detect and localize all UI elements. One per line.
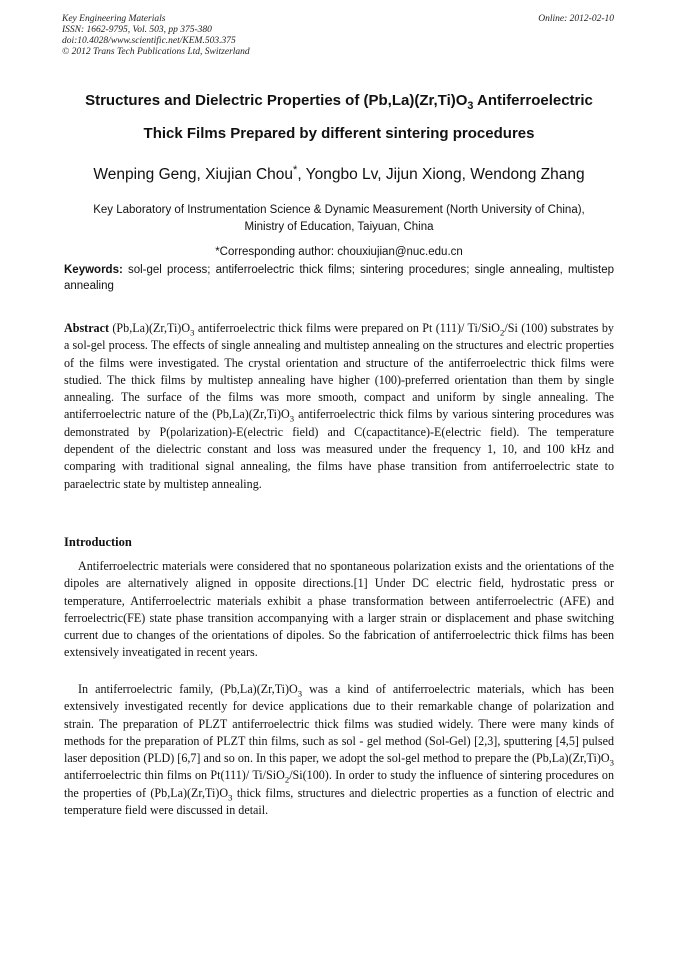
- paper-title-line-1: Structures and Dielectric Properties of $(Pb,La)(Zr,Ti)O_3$ Antiferroelectric: [85, 92, 593, 112]
- affiliation-line-1: Key Laboratory of Instrumentation Science & Dynamic Measurement (North University of China),: [93, 204, 585, 216]
- corresponding-mark: *: [293, 163, 298, 176]
- affiliation-line-2: Ministry of Education, Taiyuan, China: [244, 221, 434, 233]
- issn-line: ISSN: 1662-9795, Vol. 503, pp 375-380: [62, 25, 212, 35]
- keywords: [64, 262, 614, 294]
- abstract-label: Abstract: [64, 321, 110, 335]
- copyright-line: © 2012 Trans Tech Publications Ltd, Switzerland: [62, 47, 250, 57]
- keywords-label: Keywords:: [64, 264, 123, 276]
- intro-paragraph-1: Antiferroelectric materials were considered that no spontaneous polarization exists and the orientations of the dipoles are alternatively aligned in opposite directions.[1] Under DC electric field, hydrostatic press or temperature, Antiferroelectric materials exhibit a phase transformation between antiferroelectric (AFE) and ferroelectric(FE) state phase transition accompanying with a larger strain or displacement and phase switching current due to changes of the orientations of dipoles. So the fabrication of antiferroelectric thick films has been extensively inveatigated in recent years.: [64, 559, 614, 660]
- section-heading-introduction: Introduction: [64, 535, 132, 549]
- paper-title-line-2: Thick Films Prepared by different sintering procedures: [143, 125, 535, 142]
- corresponding-author: *Corresponding author: chouxiujian@nuc.edu.cn: [215, 246, 463, 258]
- keywords-text: sol-gel process; antiferroelectric thick films; sintering procedures; single annealing, multistep annealing: [64, 264, 614, 292]
- intro-paragraph-2: In antiferroelectric family, $(Pb,La)(Zr,Ti)O_3$ was a kind of antiferroelectric materials, which has been extensively investigated recently for device applications due to their remarkable change of polarization and strain. The preparation of PLZT antiferroelectric thick films was studied widely. There were many kinds of methods for the preparation of PLZT thin films, such as sol - gel method (Sol-Gel) [2,3], sputtering [4,5] pulsed laser deposition (PLD) [6,7] and so on. In this paper, we adopt the sol-gel method to prepare the $(Pb,La)(Zr,Ti)O_3$ antiferroelectric thin films on Pt(111)/ Ti/SiO$_2$/Si(100). In order to study the influence of sintering procedures on the properties of $(Pb,La)(Zr,Ti)O_3$ thick films, structures and dielectric properties as a function of electric and temperature field were discussed in detail.: [64, 682, 614, 818]
- journal-name: Key Engineering Materials: [62, 14, 166, 24]
- abstract: Abstract $(Pb,La)(Zr,Ti)O_3$ antiferroelectric thick films were prepared on Pt (111)/ Ti/SiO$_2$/Si (100) substrates by a sol-gel process. The effects of single annealing and multistep annealing on the structures and electric properties of the films were investigated. The crystal orientation and structure of the antiferroelectric thick films were studied. The thick films by multistep annealing have higher (100)-preferred orientation than them by single annealing. The surface of the films was more smooth, compact and uniform by single annealing. The antiferroelectric nature of the $(Pb,La)(Zr,Ti)O_3$ antiferroelectric thick films by various sintering procedures was demonstrated by P(polarization)-E(electric field) and C(capactitance)-E(electric field). The temperature dependent of the dielectric constant and loss was measured under the frequency 1, 10, and 100 kHz and comparing with traditional signal annealing, the films have phase transition from antiferroelectric state to paraelectric state by multistep annealing.: [64, 321, 614, 491]
- online-date: Online: 2012-02-10: [538, 14, 614, 24]
- doi-line[interactable]: doi:10.4028/www.scientific.net/KEM.503.375: [62, 36, 236, 46]
- journal-header: [62, 14, 250, 58]
- author-list: Wenping Geng, Xiujian Chou*, Yongbo Lv, Jijun Xiong, Wendong Zhang: [93, 163, 585, 183]
